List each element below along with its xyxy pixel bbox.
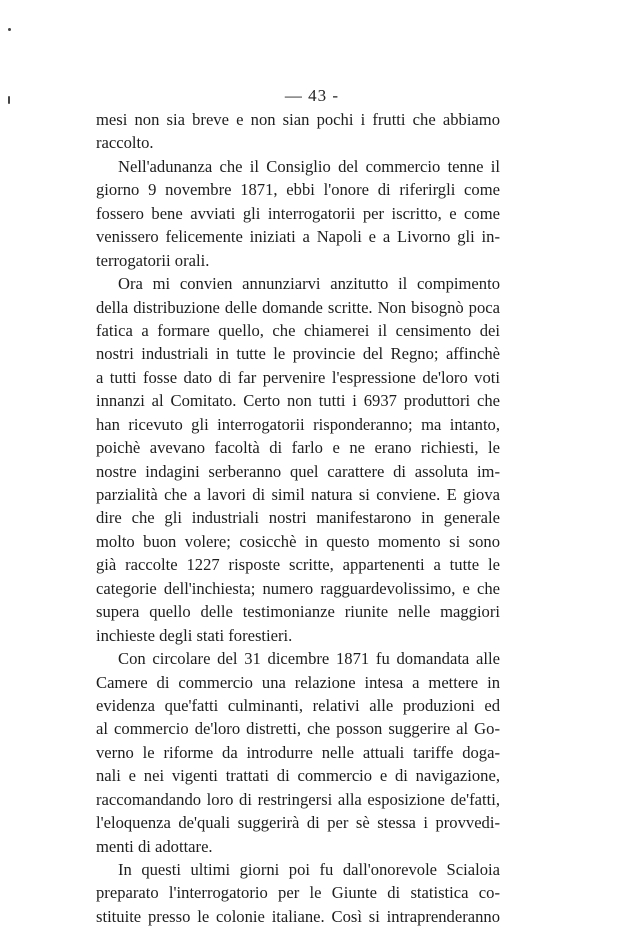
margin-speck: [8, 28, 11, 31]
text-line: molto buon volere; cosicchè in questo momento si sono: [96, 531, 500, 551]
text-line: han ricevuto gli interrogatorii risponderanno; ma intanto,: [96, 414, 500, 434]
text-line: nali e nei vigenti trattati di commercio e di navigazione,: [96, 766, 500, 786]
text-line: a tutti fosse dato di far pervenire l'espressione de'loro voti: [96, 367, 500, 387]
text-line: evidenza que'fatti culminanti, relativi alle produzioni ed: [96, 695, 500, 715]
text-line: supera quello delle testimonianze riunite nelle maggiori: [96, 602, 500, 622]
text-line: preparato l'interrogatorio per le Giunte di statistica co-: [96, 883, 500, 903]
text-line: l'eloquenza de'quali suggerirà di per sè stessa i provvedi-: [96, 813, 500, 833]
text-line: menti di adottare.: [96, 836, 213, 856]
text-line: giorno 9 novembre 1871, ebbi l'onore di riferirgli come: [96, 180, 500, 200]
text-line: In questi ultimi giorni poi fu dall'onorevole Scialoia: [118, 860, 500, 879]
text-line: venissero felicemente iniziati a Napoli e a Livorno gli in-: [96, 227, 500, 247]
paragraph: [96, 647, 500, 858]
text-line: nostri industriali in tutte le provincie del Regno; affinchè: [96, 344, 500, 364]
text-line: al commercio de'loro distretti, che posson suggerire al Go-: [96, 719, 500, 739]
text-line: già raccolte 1227 risposte scritte, appartenenti a tutte le: [96, 555, 500, 575]
text-line: fatica a formare quello, che chiamerei il censimento dei: [96, 320, 500, 340]
text-line: raccomandando loro di restringersi alla esposizione de'fatti,: [96, 789, 500, 809]
text-line: della distribuzione delle domande scritte. Non bisognò poca: [96, 297, 500, 317]
text-line: Ora mi convien annunziarvi anzitutto il compimento: [118, 274, 500, 294]
paragraph: [96, 108, 500, 155]
text-line: poichè avevano facoltà di farlo e ne erano richiesti, le: [96, 438, 500, 458]
text-line: dire che gli industriali nostri manifestarono in generale: [96, 508, 500, 528]
text-line: stituite presso le colonie italiane. Così si intraprenderanno: [96, 906, 500, 926]
text-line: Camere di commercio una relazione intesa a mettere in: [96, 672, 500, 692]
text-line: innanzi al Comitato. Certo non tutti i 6937 produttori che: [96, 391, 500, 411]
text-line: parzialità che a lavori di simil natura si conviene. E giova: [96, 485, 500, 504]
body-text: [96, 108, 500, 928]
text-line: nostre indagini serberanno quel carattere di assoluta im-: [96, 461, 500, 481]
text-line: inchieste degli stati forestieri.: [96, 625, 293, 645]
text-line: verno le riforme da introdurre nelle attuali tariffe doga-: [96, 742, 500, 762]
text-line: categorie dell'inchiesta; numero ragguardevolissimo, e che: [96, 578, 500, 598]
paragraph: [96, 858, 500, 928]
text-line: terrogatorii orali.: [96, 250, 210, 270]
text-line: fossero bene avviati gli interrogatorii per iscritto, e come: [96, 203, 500, 223]
text-line: Con circolare del 31 dicembre 1871 fu domandata alle: [118, 649, 500, 669]
paragraph: [96, 272, 500, 647]
text-line: mesi non sia breve e non sian pochi i frutti che abbiamo: [96, 110, 500, 129]
text-line: raccolto.: [96, 133, 154, 153]
paragraph: [96, 155, 500, 272]
page-number: — 43 -: [284, 86, 340, 105]
text-line: Nell'adunanza che il Consiglio del commercio tenne il: [118, 156, 500, 176]
